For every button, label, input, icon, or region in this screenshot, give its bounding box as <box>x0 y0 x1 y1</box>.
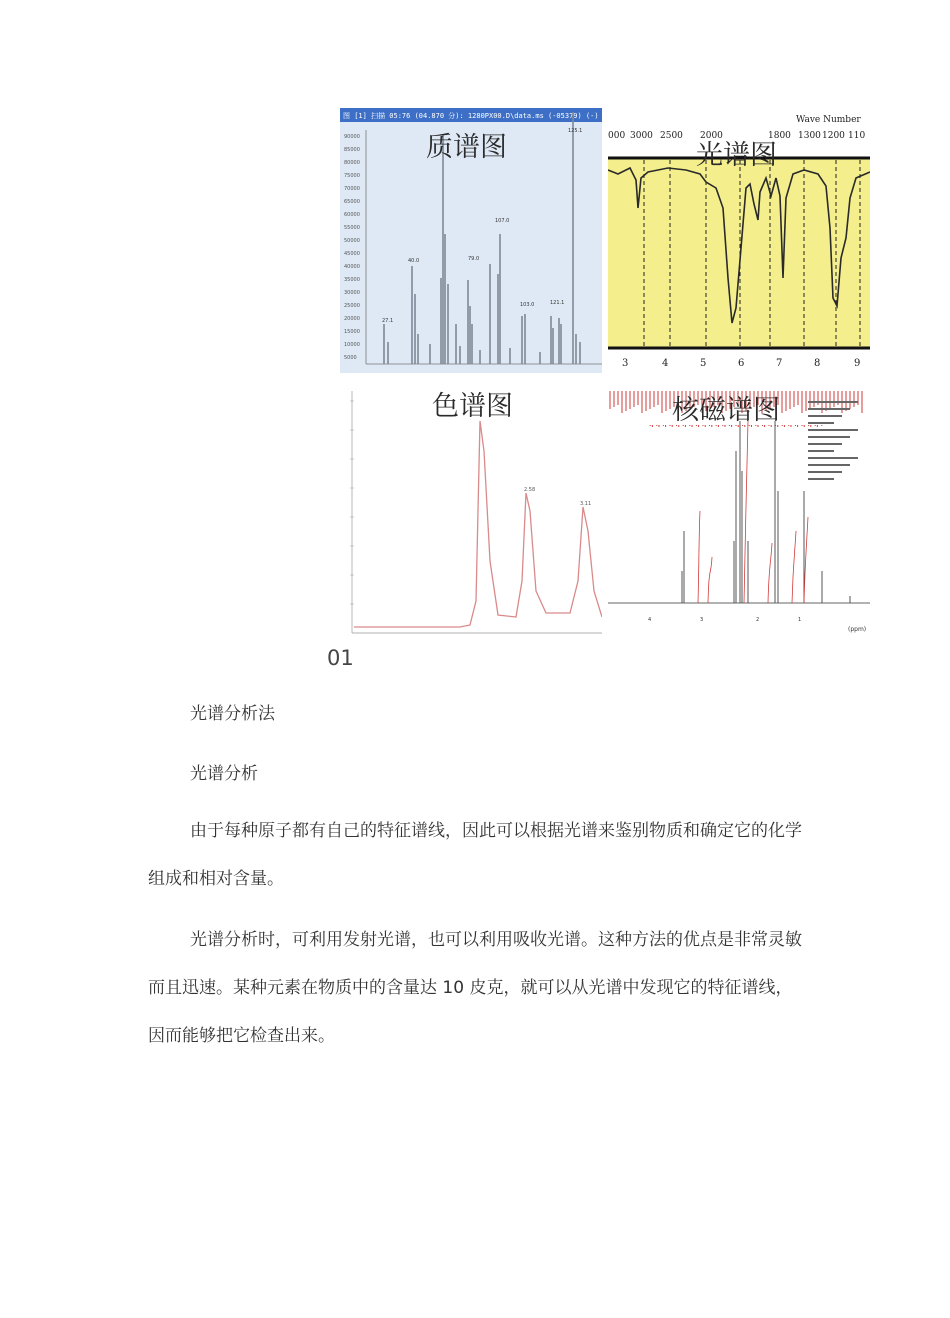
ir-bottom-tick: 4 <box>662 358 669 369</box>
ms-y-tick: 40000 <box>344 264 360 270</box>
ms-y-tick: 35000 <box>344 277 360 283</box>
nmr-x-tick: 1 <box>798 617 802 623</box>
nmr-x-tick: 4 <box>648 617 652 623</box>
ms-y-tick: 50000 <box>344 238 360 244</box>
paragraph-1: 由于每种原子都有自己的特征谱线，因此可以根据光谱来鉴别物质和确定它的化学组成和相对含量。 <box>148 821 802 889</box>
nmr-param-line <box>808 436 850 438</box>
ir-top-tick: 2500 <box>660 131 683 141</box>
nmr-param-line <box>808 422 834 424</box>
ms-y-tick: 30000 <box>344 290 360 296</box>
ms-y-tick: 60000 <box>344 212 360 218</box>
ir-top-tick: 000 <box>608 131 626 141</box>
nmr-title: 核磁谱图 <box>672 395 780 426</box>
gc-peak-label: 3.11 <box>580 501 592 507</box>
nmr-x-tick: 3 <box>700 617 704 623</box>
ir-spectrum-panel <box>608 108 870 373</box>
nmr-spectrum-chart <box>608 381 870 638</box>
nmr-param-line <box>808 401 858 403</box>
ms-y-tick: 45000 <box>344 251 360 257</box>
nmr-param-line <box>808 408 850 410</box>
nmr-spectrum-panel <box>608 381 870 638</box>
ir-bottom-tick: 6 <box>738 358 745 369</box>
nmr-param-line <box>808 471 842 473</box>
ir-top-tick: 3000 <box>630 131 653 141</box>
ms-y-tick: 90000 <box>344 134 360 140</box>
ir-spectrum-chart <box>608 108 870 373</box>
ms-y-tick: 75000 <box>344 173 360 179</box>
ir-top-tick: 1200 <box>822 131 845 141</box>
nmr-axis-unit: (ppm) <box>848 626 867 633</box>
nmr-param-line <box>808 450 834 452</box>
ms-y-tick: 70000 <box>344 186 360 192</box>
ir-bottom-tick: 3 <box>622 358 629 369</box>
ms-peak-label: 40.0 <box>408 258 420 264</box>
chromatogram-panel <box>340 381 602 638</box>
mass-spectrum-panel <box>340 108 602 373</box>
ms-y-tick: 80000 <box>344 160 360 166</box>
figure-number: 01 <box>327 646 354 670</box>
ms-peak-label: 107.0 <box>495 218 510 224</box>
section-heading: 光谱分析法 <box>190 704 275 724</box>
ir-bottom-tick: 5 <box>700 358 707 369</box>
chromatogram-chart <box>340 381 602 638</box>
ms-header: 图 [1] 扫描 05:76 (04.870 分): 1280PX00.D\data.ms (-05379) (-) <box>343 112 599 120</box>
ir-bottom-tick: 9 <box>854 358 861 369</box>
ir-top-tick: 110 <box>848 131 866 141</box>
mass-spectrum-chart <box>340 108 602 373</box>
paragraph-2: 光谱分析时，可利用发射光谱，也可以利用吸收光谱。这种方法的优点是非常灵敏而且迅速。某种元素在物质中的含量达 10 皮克，就可以从光谱中发现它的特征谱线，因而能够把它检查出来。 <box>148 930 802 1046</box>
ir-title: 光谱图 <box>696 140 777 171</box>
ir-top-tick: 1300 <box>798 131 821 141</box>
ms-peak-label: 125.1 <box>568 128 583 134</box>
ms-y-tick: 15000 <box>344 329 360 335</box>
ms-peak-label: 79.0 <box>468 256 480 262</box>
ir-header: Wave Number <box>796 115 861 125</box>
ir-bottom-tick: 8 <box>814 358 821 369</box>
ir-top-tick: 2000 <box>700 131 723 141</box>
nmr-param-line <box>808 464 850 466</box>
ms-title: 质谱图 <box>426 132 507 163</box>
nmr-param-line <box>808 415 842 417</box>
subsection-heading: 光谱分析 <box>190 764 258 784</box>
ir-bottom-tick: 7 <box>776 358 783 369</box>
ms-y-tick: 5000 <box>344 355 357 361</box>
gc-peak-label: 2.58 <box>524 487 536 493</box>
nmr-param-line <box>808 443 842 445</box>
ms-y-tick: 20000 <box>344 316 360 322</box>
ms-peak-label: 103.0 <box>520 302 535 308</box>
spectra-figure <box>340 108 870 638</box>
ms-peak-label: 27.1 <box>382 318 394 324</box>
gc-title: 色谱图 <box>432 391 513 422</box>
ms-y-tick: 65000 <box>344 199 360 205</box>
ms-y-tick: 10000 <box>344 342 360 348</box>
nmr-param-line <box>808 478 834 480</box>
ms-y-tick: 85000 <box>344 147 360 153</box>
ir-top-tick: 1800 <box>768 131 791 141</box>
nmr-param-line <box>808 429 858 431</box>
ms-y-tick: 25000 <box>344 303 360 309</box>
nmr-x-tick: 2 <box>756 617 760 623</box>
nmr-param-line <box>808 457 858 459</box>
ms-y-tick: 55000 <box>344 225 360 231</box>
ms-peak-label: 121.1 <box>550 300 565 306</box>
